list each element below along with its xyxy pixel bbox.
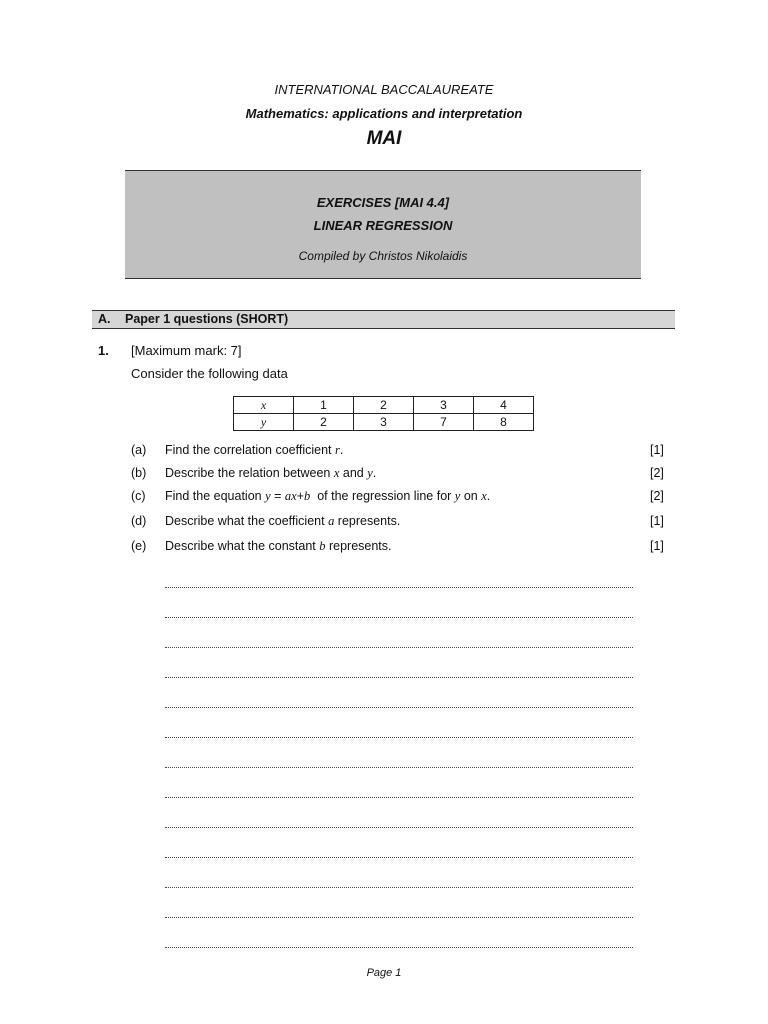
part-text: Describe the relation between x and y. <box>165 466 377 480</box>
table-cell: 3 <box>354 414 414 431</box>
part-mark: [2] <box>650 489 664 503</box>
answer-line[interactable] <box>165 887 633 888</box>
question-intro: Consider the following data <box>131 366 288 381</box>
part-text: Find the equation y = ax+b of the regression line for y on x. <box>165 489 491 503</box>
compiler-credit: Compiled by Christos Nikolaidis <box>298 249 468 263</box>
exercise-topic: LINEAR REGRESSION <box>313 218 453 233</box>
part-label: (b) <box>131 466 147 480</box>
part-label: (e) <box>131 539 147 553</box>
table-cell: 1 <box>294 397 354 414</box>
exercise-title-box <box>125 170 641 279</box>
answer-line[interactable] <box>165 797 633 798</box>
organization-title: INTERNATIONAL BACCALAUREATE <box>274 82 494 97</box>
answer-line[interactable] <box>165 647 633 648</box>
data-table <box>233 396 534 431</box>
table-row <box>234 397 534 414</box>
part-mark: [1] <box>650 539 664 553</box>
table-cell: y <box>234 414 294 431</box>
course-title: Mathematics: applications and interpretation <box>245 106 523 121</box>
table-row <box>234 414 534 431</box>
table-cell: 2 <box>294 414 354 431</box>
answer-line[interactable] <box>165 947 633 948</box>
section-header <box>92 310 675 329</box>
answer-line[interactable] <box>165 917 633 918</box>
part-label: (a) <box>131 443 147 457</box>
table-cell: 2 <box>354 397 414 414</box>
table-cell: 4 <box>474 397 534 414</box>
part-label: (d) <box>131 514 147 528</box>
answer-line[interactable] <box>165 737 633 738</box>
part-text: Describe what the coefficient a represents. <box>165 514 401 528</box>
table-cell: 7 <box>414 414 474 431</box>
answer-line[interactable] <box>165 617 633 618</box>
answer-line[interactable] <box>165 767 633 768</box>
part-text: Find the correlation coefficient r. <box>165 443 344 457</box>
exercise-code: EXERCISES [MAI 4.4] <box>316 195 450 210</box>
question-number: 1. <box>98 343 109 358</box>
answer-line[interactable] <box>165 707 633 708</box>
answer-line[interactable] <box>165 587 633 588</box>
question-max-mark: [Maximum mark: 7] <box>131 343 242 358</box>
part-mark: [1] <box>650 443 664 457</box>
part-label: (c) <box>131 489 146 503</box>
section-title: Paper 1 questions (SHORT) <box>125 312 289 326</box>
part-mark: [1] <box>650 514 664 528</box>
answer-line[interactable] <box>165 857 633 858</box>
table-cell: 3 <box>414 397 474 414</box>
table-cell: 8 <box>474 414 534 431</box>
answer-line[interactable] <box>165 827 633 828</box>
part-mark: [2] <box>650 466 664 480</box>
part-text: Describe what the constant b represents. <box>165 539 392 553</box>
table-cell: x <box>234 397 294 414</box>
section-letter: A. <box>98 312 111 326</box>
course-code: MAI <box>366 128 402 149</box>
answer-line[interactable] <box>165 677 633 678</box>
page-number: Page 1 <box>366 967 402 979</box>
